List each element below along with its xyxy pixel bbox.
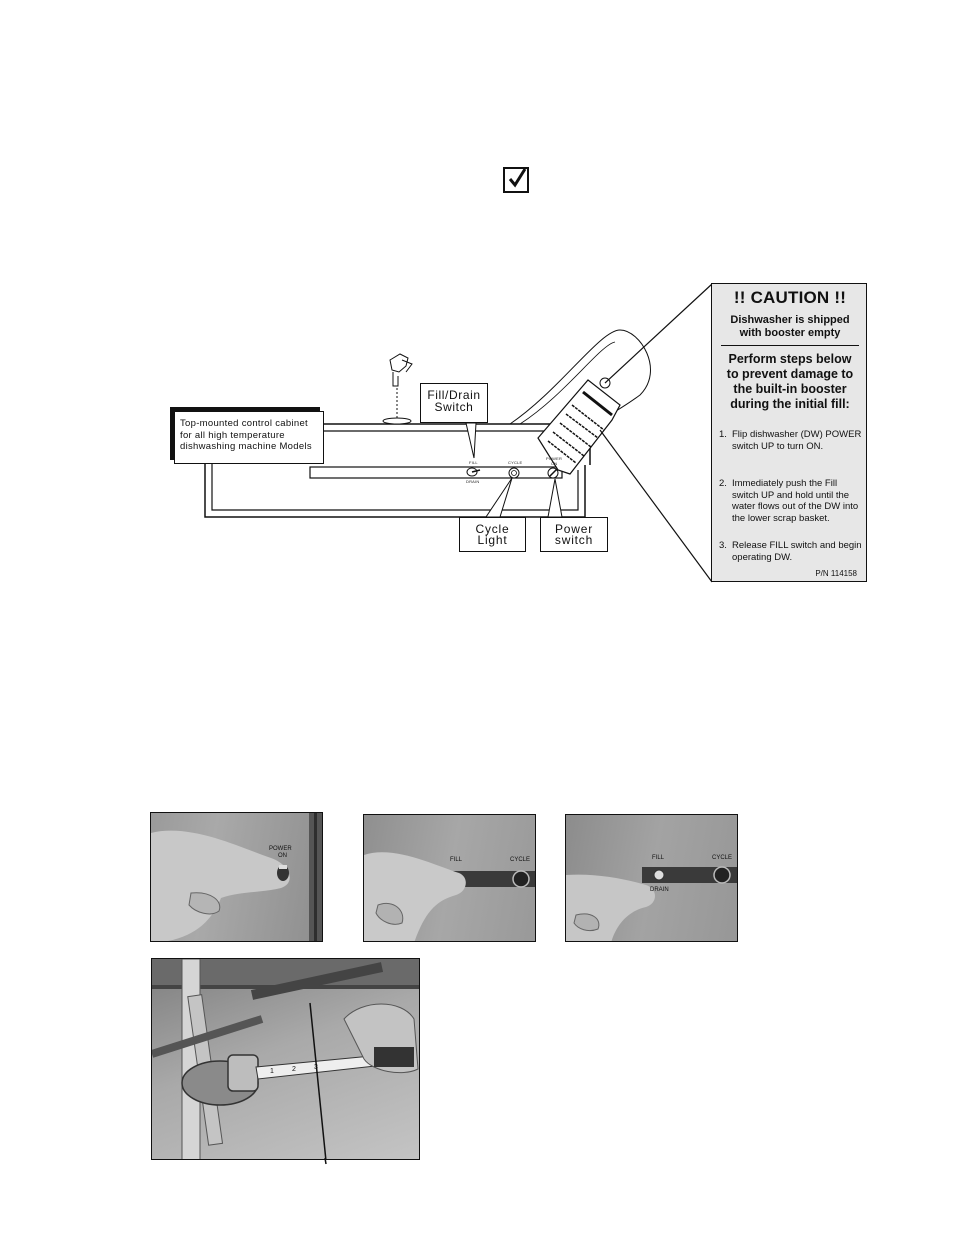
photo-power-switch <box>150 812 323 942</box>
power-switch <box>548 468 558 478</box>
cycle-light <box>509 468 519 478</box>
caution-heading-1: Perform steps below <box>728 352 852 366</box>
fill-drain-line1: Fill/Drain <box>427 388 481 402</box>
cycle-light-line2: Light <box>477 533 508 547</box>
photo1-label-on: ON <box>278 853 287 859</box>
key-icon <box>383 354 412 424</box>
photo-fill-switch <box>363 814 536 942</box>
step-text: Immediately push the Fill switch UP and hold until the water flows out of the DW into the lower scrap basket. <box>732 478 859 524</box>
step-number: 1. <box>719 429 727 440</box>
caution-heading-3: the built-in booster <box>733 382 847 396</box>
power-switch-callout <box>540 517 608 552</box>
caution-divider <box>721 345 859 346</box>
cycle-light-line1: Cycle <box>475 522 510 536</box>
photo-fill-released <box>565 814 738 942</box>
caution-step-2 <box>719 478 864 526</box>
tape-mark-1: 1 <box>270 1068 274 1075</box>
photo-tape-measure <box>151 958 420 1160</box>
caution-heading-4: during the initial fill: <box>730 397 850 411</box>
photo2-label-cycle: CYCLE <box>510 857 531 863</box>
panel-label-power: POWER <box>546 456 563 461</box>
caution-title: !! CAUTION !! <box>733 288 847 307</box>
cabinet-callout: Top-mounted control cabinet for all high temperature dishwashing machine Models <box>174 411 324 464</box>
panel-label-on: ON <box>551 461 558 466</box>
caution-step-1 <box>719 429 864 465</box>
power-switch-line2: switch <box>554 533 594 547</box>
part-number: P/N 114158 <box>815 569 857 578</box>
fill-drain-line2: Switch <box>434 400 474 414</box>
step-text: Release FILL switch and begin operating DW. <box>732 540 862 563</box>
caution-heading-2: to prevent damage to <box>726 367 854 381</box>
step-number: 2. <box>719 478 727 489</box>
caution-subtitle-1: Dishwasher is shipped <box>730 314 850 326</box>
photo4-pointer-line <box>320 1158 330 1168</box>
step-number: 3. <box>719 540 727 551</box>
step-text: Flip dishwasher (DW) POWER switch UP to turn ON. <box>732 429 862 452</box>
power-switch-line1: Power <box>554 522 593 536</box>
panel-label-drain: DRAIN <box>466 479 480 484</box>
fill-drain-callout <box>420 383 488 423</box>
tape-mark-3: 3 <box>314 1064 318 1071</box>
caution-tag <box>711 283 867 582</box>
photo3-label-cycle: CYCLE <box>712 855 733 861</box>
photo3-label-drain: DRAIN <box>650 887 669 893</box>
cycle-light-callout <box>459 517 526 552</box>
photo2-label-fill: FILL <box>450 857 463 863</box>
caution-subtitle-2: with booster empty <box>739 327 841 339</box>
tape-mark-2: 2 <box>292 1066 296 1073</box>
photo1-label-power: POWER <box>269 846 292 852</box>
caution-step-3 <box>719 540 864 564</box>
photo3-label-fill: FILL <box>652 855 665 861</box>
panel-label-fill: FILL <box>469 460 478 465</box>
panel-label-cycle: CYCLE <box>508 460 523 465</box>
